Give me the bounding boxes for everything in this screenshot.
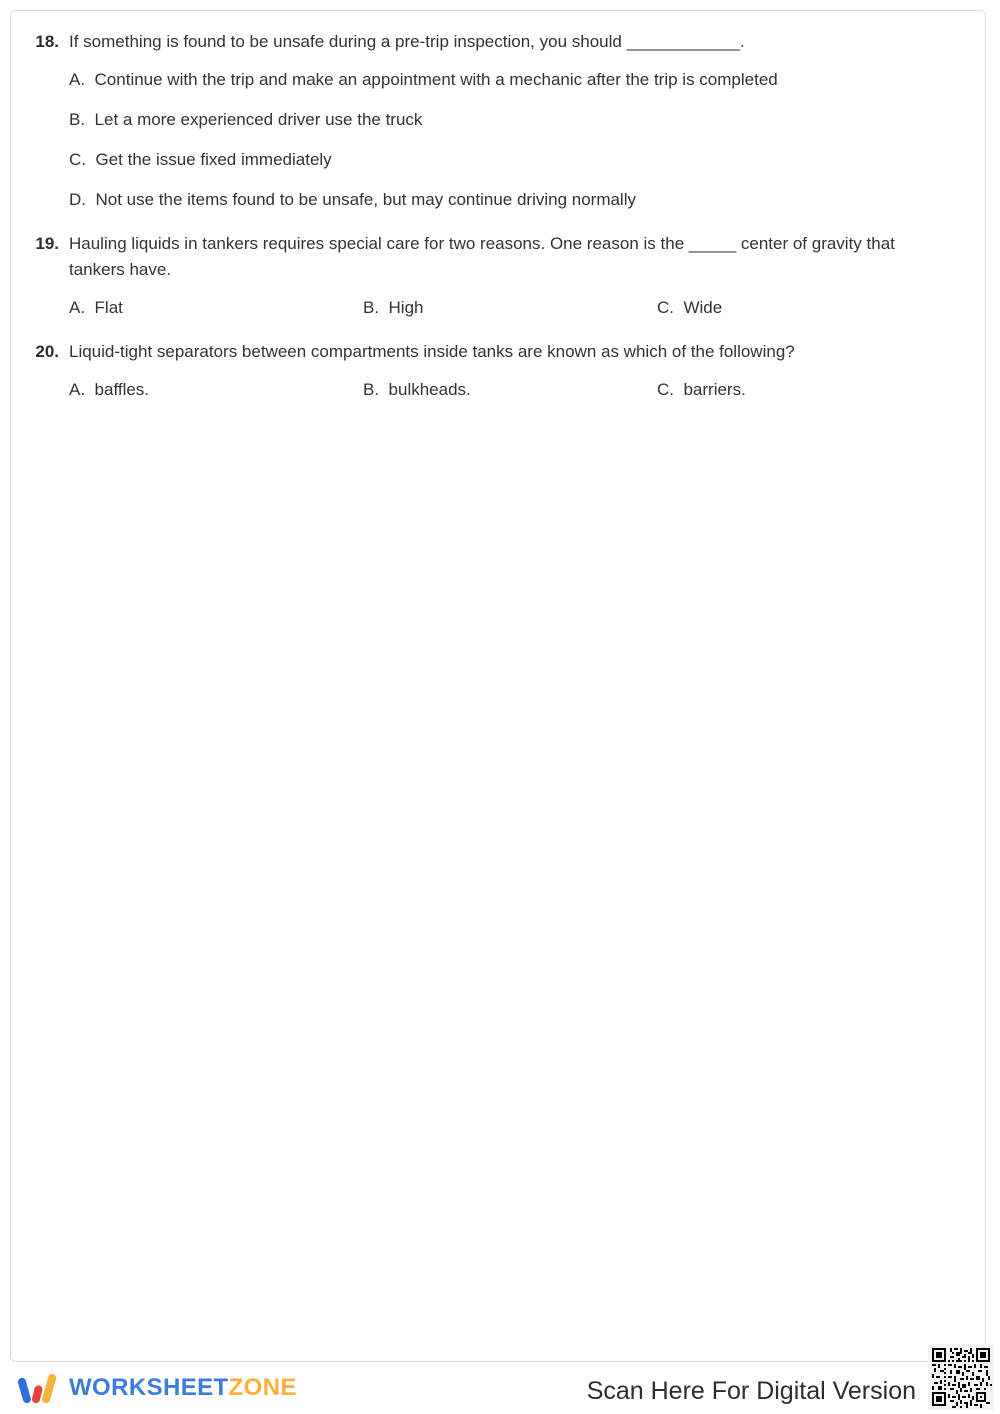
brand-word-secondary: ZONE	[228, 1374, 297, 1401]
scan-here-label: Scan Here For Digital Version	[586, 1377, 916, 1405]
option-item[interactable]	[69, 187, 969, 213]
options-list-20	[27, 377, 969, 403]
question-number: 20.	[35, 342, 59, 361]
option-text: Let a more experienced driver use the truck	[94, 110, 423, 129]
option-text: Wide	[683, 298, 723, 317]
option-letter: C.	[657, 380, 679, 399]
option-letter: C.	[657, 298, 679, 317]
worksheet-zone-w-mark-icon	[22, 1371, 62, 1405]
question-row	[27, 231, 969, 283]
option-text: High	[388, 298, 424, 317]
logo-stroke-yellow	[41, 1373, 57, 1404]
brand-word-primary: WORKSHEET	[69, 1374, 229, 1401]
option-text: Not use the items found to be unsafe, but may continue driving normally	[95, 190, 636, 209]
question-block-20	[27, 339, 969, 403]
option-item[interactable]	[69, 377, 363, 403]
option-text: Continue with the trip and make an appointment with a mechanic after the trip is completed	[94, 70, 778, 89]
question-text: If something is found to be unsafe during a pre-trip inspection, you should ____________.	[69, 32, 745, 51]
option-text: Flat	[94, 298, 123, 317]
option-item[interactable]	[69, 295, 363, 321]
option-item[interactable]	[363, 295, 657, 321]
option-letter: D.	[69, 190, 91, 209]
option-text: baffles.	[94, 380, 150, 399]
option-letter: A.	[69, 380, 90, 399]
worksheet-page	[10, 10, 986, 1362]
brand-wordmark	[69, 1376, 297, 1400]
option-item[interactable]	[69, 67, 969, 93]
option-letter: B.	[69, 110, 90, 129]
question-number: 18.	[35, 32, 59, 51]
qr-code[interactable]	[928, 1344, 994, 1410]
brand-logo[interactable]	[22, 1368, 297, 1408]
option-text: barriers.	[683, 380, 746, 399]
option-text: Get the issue fixed immediately	[95, 150, 332, 169]
option-item[interactable]	[69, 147, 969, 173]
option-letter: B.	[363, 298, 384, 317]
option-letter: A.	[69, 70, 90, 89]
question-row	[27, 339, 969, 365]
question-block-19	[27, 231, 969, 321]
question-text: Hauling liquids in tankers requires special care for two reasons. One reason is the _____ center of gravity that tankers have.	[69, 234, 895, 279]
question-number: 19.	[35, 234, 59, 253]
option-letter: A.	[69, 298, 90, 317]
questions-container	[11, 11, 985, 403]
option-letter: B.	[363, 380, 384, 399]
option-item[interactable]	[69, 107, 969, 133]
option-item[interactable]	[657, 295, 969, 321]
option-letter: C.	[69, 150, 91, 169]
option-text: bulkheads.	[388, 380, 471, 399]
question-row	[27, 29, 969, 55]
question-block-18	[27, 29, 969, 213]
question-text: Liquid-tight separators between compartments inside tanks are known as which of the following?	[69, 342, 795, 361]
option-item[interactable]	[657, 377, 969, 403]
option-item[interactable]	[363, 377, 657, 403]
options-list-18	[27, 67, 969, 213]
options-list-19	[27, 295, 969, 321]
